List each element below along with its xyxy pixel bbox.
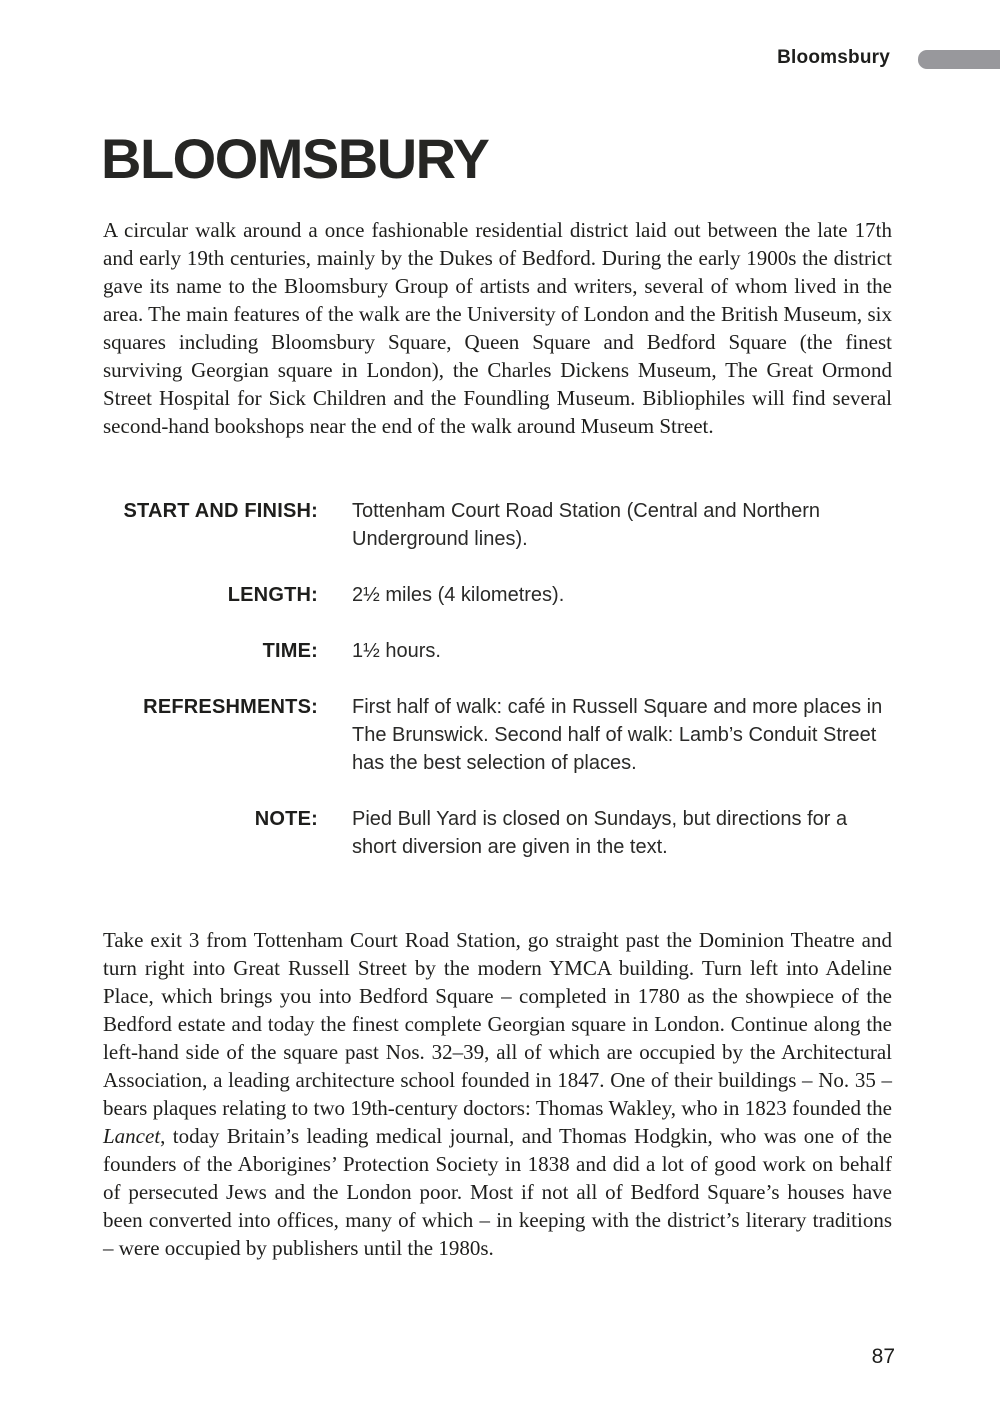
info-value-note: Pied Bull Yard is closed on Sundays, but directions for a short diversion are given in the text. — [352, 808, 848, 858]
info-row-time — [103, 637, 892, 665]
info-row-note — [103, 805, 892, 861]
info-row-start-finish — [103, 497, 892, 553]
info-column-gap — [318, 497, 352, 553]
info-value-time: 1½ hours. — [352, 640, 441, 662]
info-column-gap — [318, 637, 352, 665]
body-text-before-italic: Take exit 3 from Tottenham Court Road Station, go straight past the Dominion Theatre and turn right into Great Russell Street by the modern YMCA building. Turn left into Adeline Place, which brings you into Bedford Square – completed in 1780 as the showpiece of the Bedford estate and today the finest complete Georgian square in London. Continue along the left-hand side of the square past Nos. 32–39, all of which are occupied by the Architectural Association, a leading architecture school founded in 1847. One of their buildings – No. 35 – bears plaques relating to two 19th-century doctors: Thomas Wakley, who in 1823 founded the — [103, 928, 892, 1120]
info-label-length: LENGTH: — [227, 584, 318, 606]
info-label-time: TIME: — [262, 640, 318, 662]
walk-info-list — [103, 497, 892, 861]
page-number: 87 — [871, 1345, 895, 1368]
info-row-length — [103, 581, 892, 609]
page-title: BLOOMSBURY — [101, 127, 489, 190]
info-column-gap — [318, 581, 352, 609]
chapter-tab-marker — [918, 50, 1000, 69]
body-text-after-italic: , today Britain’s leading medical journal, and Thomas Hodgkin, who was one of the founders of the Aborigines’ Protection Society in 1838 and did a lot of good work on behalf of persecuted Jews and the London poor. Most if not all of Bedford Square’s houses have been converted into offices, many of which – in keeping with the district’s literary traditions – were occupied by publishers until the 1980s. — [103, 1124, 892, 1260]
info-row-refreshments — [103, 693, 892, 777]
info-value-length: 2½ miles (4 kilometres). — [352, 584, 565, 606]
info-column-gap — [318, 805, 352, 861]
intro-paragraph: A circular walk around a once fashionable residential district laid out between the late 17th and early 19th centuries, mainly by the Dukes of Bedford. During the early 1900s the district gave its name to the Bloomsbury Group of artists and writers, several of whom lived in the area. The main features of the walk are the University of London and the British Museum, six squares including Bloomsbury Square, Queen Square and Bedford Square (the finest surviving Georgian square in London), the Charles Dickens Museum, The Great Ormond Street Hospital for Sick Children and the Foundling Museum. Bibliophiles will find several second-hand bookshops near the end of the walk around Museum Street. — [103, 218, 892, 438]
info-value-start-finish: Tottenham Court Road Station (Central and Northern Underground lines). — [352, 500, 821, 550]
running-header: Bloomsbury — [777, 47, 890, 68]
info-value-refreshments: First half of walk: café in Russell Square and more places in The Brunswick. Second half of walk: Lamb’s Conduit Street has the best selection of places. — [352, 696, 883, 774]
info-label-start-finish: START AND FINISH: — [123, 500, 318, 522]
info-column-gap — [318, 693, 352, 777]
body-paragraph — [103, 926, 892, 1262]
info-label-refreshments: REFRESHMENTS: — [143, 696, 318, 718]
italic-journal-name: Lancet — [103, 1124, 161, 1148]
info-label-note: NOTE: — [254, 808, 318, 830]
